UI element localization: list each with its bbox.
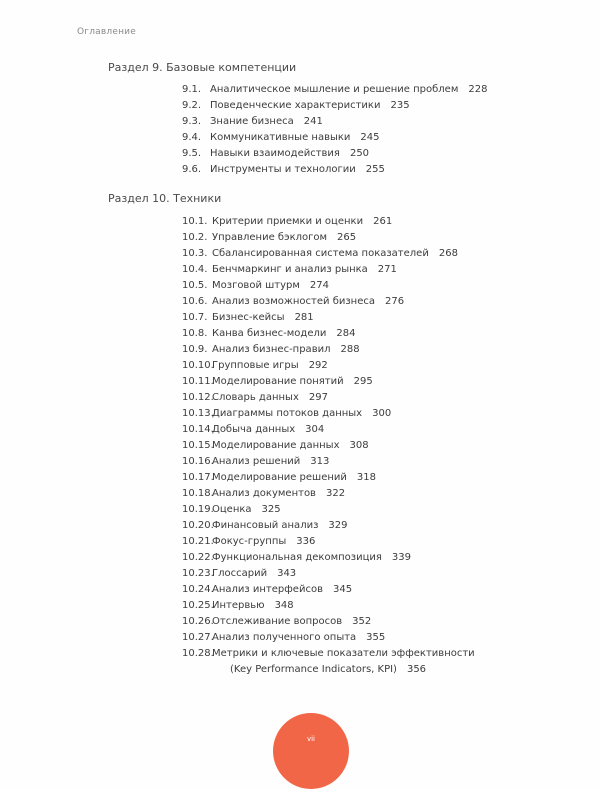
toc-entry-title: Моделирование данных bbox=[212, 440, 340, 451]
toc-entry-number: 10.13. bbox=[182, 408, 214, 419]
toc-entry-title: Критерии приемки и оценки bbox=[212, 216, 364, 227]
toc-entry-number: 10.8. bbox=[182, 328, 208, 339]
toc-entry bbox=[182, 146, 542, 162]
toc-entry-number: 9.2. bbox=[182, 100, 202, 111]
toc-entry-title: Поведенческие характеристики bbox=[210, 100, 381, 111]
toc-entry-number: 9.4. bbox=[182, 132, 202, 143]
toc-entry-page: 304 bbox=[305, 424, 325, 435]
toc-entry-title: Отслеживание вопросов bbox=[212, 616, 343, 627]
toc-entry-title: Канва бизнес-модели bbox=[212, 328, 327, 339]
toc-entry-page: 300 bbox=[372, 408, 392, 419]
toc-entry-title: Знание бизнеса bbox=[210, 116, 294, 127]
toc-entry-page: 348 bbox=[274, 600, 294, 611]
toc-entry-page: 329 bbox=[328, 520, 348, 531]
toc-entry-number: 9.6. bbox=[182, 164, 202, 175]
toc-entry-title: Моделирование решений bbox=[212, 472, 347, 483]
toc-entry-title: Анализ бизнес-правил bbox=[212, 344, 331, 355]
toc-entry-number: 10.21. bbox=[182, 536, 214, 547]
toc-entry-number: 10.12. bbox=[182, 392, 214, 403]
toc-entry-number: 10.20. bbox=[182, 520, 214, 531]
toc-entry-page: 356 bbox=[406, 664, 427, 675]
toc-entry bbox=[182, 486, 542, 502]
toc-entry-title: Метрики и ключевые показатели эффективности bbox=[212, 648, 475, 659]
toc-entry-number: 10.15. bbox=[182, 440, 214, 451]
toc-entry-title: Анализ возможностей бизнеса bbox=[212, 296, 376, 307]
toc-entry-number: 10.4. bbox=[182, 264, 208, 275]
toc-entry-number: 10.27. bbox=[182, 632, 214, 643]
toc-entry-number: 10.26. bbox=[182, 616, 214, 627]
toc-entry-number: 10.16. bbox=[182, 456, 214, 467]
toc-entry-page: 241 bbox=[303, 116, 323, 127]
toc-entry-page: 281 bbox=[294, 312, 314, 323]
toc-entry-title: Групповые игры bbox=[212, 360, 299, 371]
toc-entry-title: Диаграммы потоков данных bbox=[212, 408, 363, 419]
toc-entry-page: 352 bbox=[352, 616, 372, 627]
toc-entry-number: 9.3. bbox=[182, 116, 202, 127]
toc-entry-number: 9.5. bbox=[182, 148, 202, 159]
toc-entry-page: 245 bbox=[360, 132, 380, 143]
toc-entry bbox=[182, 230, 542, 246]
toc-entry-number: 10.10. bbox=[182, 360, 214, 371]
toc-entry bbox=[182, 294, 542, 310]
toc-entry-page: 355 bbox=[366, 632, 386, 643]
toc-entry bbox=[182, 502, 542, 518]
toc-entry-number: 10.14. bbox=[182, 424, 214, 435]
toc-entry-number: 10.7. bbox=[182, 312, 208, 323]
toc-entry-title: Бенчмаркинг и анализ рынка bbox=[212, 264, 368, 275]
toc-entry-number: 10.23. bbox=[182, 568, 214, 579]
toc-entry bbox=[182, 130, 542, 146]
toc-entry-page: 235 bbox=[390, 100, 410, 111]
toc-entry-title: Анализ документов bbox=[212, 488, 316, 499]
toc-entry-number: 10.19. bbox=[182, 504, 214, 515]
toc-entry-title: Добыча данных bbox=[212, 424, 296, 435]
toc-entry bbox=[182, 534, 542, 550]
toc-entry-title: Анализ интерфейсов bbox=[212, 584, 323, 595]
toc-entry bbox=[182, 214, 542, 230]
toc-list-section-10 bbox=[182, 214, 542, 678]
toc-entry bbox=[182, 470, 542, 486]
toc-entry-page: 268 bbox=[438, 248, 458, 259]
toc-list-section-9 bbox=[182, 82, 542, 178]
toc-entry-number: 10.25. bbox=[182, 600, 214, 611]
toc-entry-number: 10.17. bbox=[182, 472, 214, 483]
toc-entry-page: 343 bbox=[277, 568, 297, 579]
toc-entry-page: 297 bbox=[308, 392, 328, 403]
toc-entry-number: 10.28. bbox=[182, 648, 214, 659]
toc-entry bbox=[182, 98, 542, 114]
toc-entry bbox=[182, 518, 542, 534]
toc-entry-number: 10.2. bbox=[182, 232, 208, 243]
toc-entry-title: Мозговой штурм bbox=[212, 280, 300, 291]
toc-entry bbox=[182, 630, 542, 646]
toc-entry bbox=[182, 566, 542, 582]
toc-entry-page: 271 bbox=[377, 264, 397, 275]
toc-entry-page: 288 bbox=[340, 344, 360, 355]
toc-entry-title: Управление бэклогом bbox=[212, 232, 328, 243]
toc-entry-page: 284 bbox=[336, 328, 356, 339]
toc-entry bbox=[182, 646, 542, 678]
toc-entry-title: Оценка bbox=[212, 504, 252, 515]
toc-entry-title: Глоссарий bbox=[212, 568, 268, 579]
toc-entry-page: 274 bbox=[309, 280, 330, 291]
section-title-10: Раздел 10. Техники bbox=[108, 192, 222, 205]
toc-entry-page: 308 bbox=[349, 440, 369, 451]
toc-entry-number: 9.1. bbox=[182, 84, 202, 95]
toc-entry-page: 339 bbox=[391, 552, 411, 563]
toc-entry-title: Инструменты и технологии bbox=[210, 164, 356, 175]
toc-entry-page: 265 bbox=[337, 232, 357, 243]
toc-entry bbox=[182, 550, 542, 566]
toc-entry bbox=[182, 422, 542, 438]
toc-entry bbox=[182, 438, 542, 454]
toc-entry bbox=[182, 82, 542, 98]
toc-entry-number: 10.1. bbox=[182, 216, 208, 227]
toc-entry-number: 10.6. bbox=[182, 296, 208, 307]
toc-entry bbox=[182, 326, 542, 342]
toc-entry-title: Финансовый анализ bbox=[212, 520, 319, 531]
toc-entry bbox=[182, 114, 542, 130]
page-number-tab bbox=[273, 713, 349, 789]
toc-entry-title: Интервью bbox=[212, 600, 265, 611]
toc-entry bbox=[182, 614, 542, 630]
toc-entry-number: 10.5. bbox=[182, 280, 208, 291]
toc-entry-title: Моделирование понятий bbox=[212, 376, 344, 387]
toc-entry-page: 318 bbox=[356, 472, 376, 483]
toc-entry-page: 228 bbox=[468, 84, 488, 95]
toc-entry-number: 10.11. bbox=[182, 376, 214, 387]
toc-entry bbox=[182, 262, 542, 278]
toc-entry-page: 276 bbox=[385, 296, 405, 307]
toc-entry bbox=[182, 278, 542, 294]
toc-entry-number: 10.24. bbox=[182, 584, 214, 595]
toc-entry bbox=[182, 454, 542, 470]
toc-entry bbox=[182, 358, 542, 374]
toc-entry-page: 336 bbox=[296, 536, 316, 547]
toc-entry-page: 295 bbox=[353, 376, 373, 387]
toc-entry-page: 292 bbox=[308, 360, 328, 371]
toc-entry-continuation: (Key Performance Indicators, KPI) bbox=[230, 664, 397, 675]
toc-entry-title: Анализ полученного опыта bbox=[212, 632, 357, 643]
toc-entry-title: Сбалансированная система показателей bbox=[212, 248, 429, 259]
toc-entry bbox=[182, 246, 542, 262]
toc-entry bbox=[182, 342, 542, 358]
toc-entry bbox=[182, 582, 542, 598]
toc-entry bbox=[182, 598, 542, 614]
toc-entry-page: 322 bbox=[325, 488, 346, 499]
toc-entry-title: Словарь данных bbox=[212, 392, 299, 403]
toc-entry bbox=[182, 162, 542, 178]
toc-entry-page: 345 bbox=[332, 584, 353, 595]
toc-entry-title: Фокус-группы bbox=[212, 536, 287, 547]
toc-entry bbox=[182, 374, 542, 390]
page-number: vii bbox=[306, 735, 316, 743]
toc-entry-number: 10.18. bbox=[182, 488, 214, 499]
toc-entry-page: 325 bbox=[261, 504, 281, 515]
toc-entry bbox=[182, 406, 542, 422]
toc-entry-page: 313 bbox=[310, 456, 330, 467]
toc-entry-title: Анализ решений bbox=[212, 456, 301, 467]
toc-entry-title: Аналитическое мышление и решение проблем bbox=[210, 84, 459, 95]
toc-entry-number: 10.9. bbox=[182, 344, 208, 355]
toc-entry-number: 10.3. bbox=[182, 248, 208, 259]
toc-entry-title: Коммуникативные навыки bbox=[210, 132, 351, 143]
running-header: Оглавление bbox=[77, 27, 136, 37]
toc-entry bbox=[182, 310, 542, 326]
toc-entry-title: Навыки взаимодействия bbox=[210, 148, 340, 159]
toc-entry-page: 255 bbox=[365, 164, 385, 175]
toc-entry-page: 250 bbox=[349, 148, 370, 159]
section-title-9: Раздел 9. Базовые компетенции bbox=[108, 61, 297, 74]
toc-entry-title: Бизнес-кейсы bbox=[212, 312, 285, 323]
toc-entry bbox=[182, 390, 542, 406]
toc-entry-title: Функциональная декомпозиция bbox=[212, 552, 382, 563]
toc-entry-number: 10.22. bbox=[182, 552, 214, 563]
toc-entry-page: 261 bbox=[373, 216, 393, 227]
